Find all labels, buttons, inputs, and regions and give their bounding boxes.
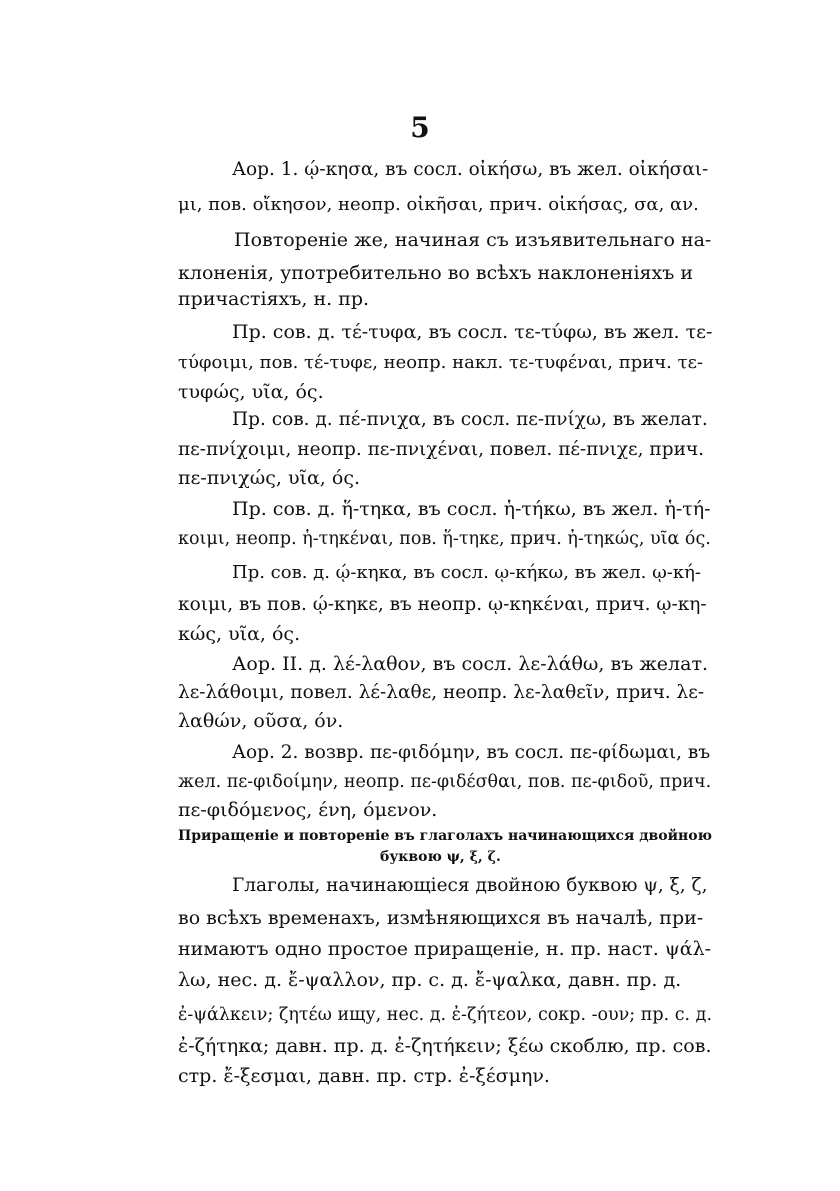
text-line: τύφοιμι, пов. τέ-τυφε, неопр. накл. τε-τυφέναι, прич. τε- — [178, 352, 703, 373]
text-line: πε-φιδόμενος, ένη, όμενον. — [178, 799, 438, 821]
text-line: стр. ἔ-ξεσμαι, давн. пр. стр. ἐ-ξέσμην. — [178, 1065, 550, 1087]
text-line: Пр. сов. д. ἥ-τηκα, въ сосл. ἡ-τήκω, въ жел. ἡ-τή- — [232, 498, 711, 520]
text-line: жел. πε-φιδοίμην, неопр. πε-φιδέσθαι, пов. πε-φιδοῦ, прич. — [178, 772, 712, 792]
text-line: κώς, υῖα, ός. — [178, 623, 301, 645]
text-line: κοιμι, неопр. ἡ-τηκέναι, пов. ἥ-τηκε, прич. ἡ-τηκώς, υῖα ός. — [178, 529, 711, 549]
text-line: μι, пов. οἴκησον, неопр. οἰκῆσαι, прич. οἰκήσας, σα, αν. — [178, 194, 699, 215]
text-line: πε-πνίχοιμι, неопр. πε-πνιχέναι, повел. πέ-πνιχε, прич. — [178, 439, 705, 460]
text-line: Глаголы, начинающіеся двойною буквою ψ, ξ, ζ, — [232, 875, 708, 896]
text-line: τυφώς, υῖα, ός. — [178, 381, 324, 403]
text-line: Аор. 2. возвр. πε-φιδόμην, въ сосл. πε-φίδωμαι, въ — [232, 742, 711, 763]
text-line: Пр. сов. д. τέ-τυφα, въ сосл. τε-τύφω, въ жел. τε- — [232, 321, 713, 343]
section-heading: буквою ψ, ξ, ζ. — [380, 849, 501, 865]
text-line: Повтореніе же, начиная съ изъявительнаго на- — [234, 229, 712, 251]
text-line: κοιμι, въ пов. ῴ-κηκε, въ неопр. ῳ-κηκέναι, прич. ῳ-κη- — [178, 594, 707, 615]
text-line: Пр. сов. д. πέ-πνιχα, въ сосл. πε-πνίχω, въ желат. — [232, 409, 708, 430]
text-line: ἐ-ψάλκειν; ζητέω ищу, нес. д. ἐ-ζήτεον, сокр. -ουν; пр. с. д. — [178, 1005, 713, 1025]
text-line: πε-πνιχώς, υῖα, ός. — [178, 467, 360, 489]
text-line: клоненія, употребительно во всѣхъ наклоненіяхъ и — [178, 262, 694, 284]
section-heading: Приращеніе и повтореніе въ глаголахъ начинающихся двойною — [178, 828, 712, 844]
page-number: 5 — [410, 111, 430, 144]
text-line: Аор. II. д. λέ-λαθον, въ сосл. λε-λάθω, въ желат. — [232, 653, 709, 675]
text-line: Пр. сов. д. ῴ-κηκα, въ сосл. ῳ-κήκω, въ жел. ῳ-κή- — [232, 562, 701, 583]
text-line: Аор. 1. ῴ-κησα, въ сосл. οἰκήσω, въ жел. οἰκήσαι- — [232, 159, 709, 180]
text-line: нимаютъ одно простое приращеніе, н. пр. наст. ψάλ- — [178, 938, 712, 960]
text-line: λαθών, οῦσα, όν. — [178, 710, 344, 732]
text-line: λε-λάθοιμι, повел. λέ-λαθε, неопр. λε-λαθεῖν, прич. λε- — [178, 682, 705, 703]
text-line: ἐ-ζήτηκα; давн. пр. д. ἐ-ζητήκειν; ξέω скоблю, пр. сов. — [178, 1035, 712, 1057]
text-line: во всѣхъ временахъ, измѣняющихся въ началѣ, при- — [178, 907, 704, 929]
text-line: λω, нес. д. ἔ-ψαλλον, пр. с. д. ἔ-ψαλκα, давн. пр. д. — [178, 969, 682, 991]
text-line: причастіяхъ, н. пр. — [178, 288, 370, 310]
